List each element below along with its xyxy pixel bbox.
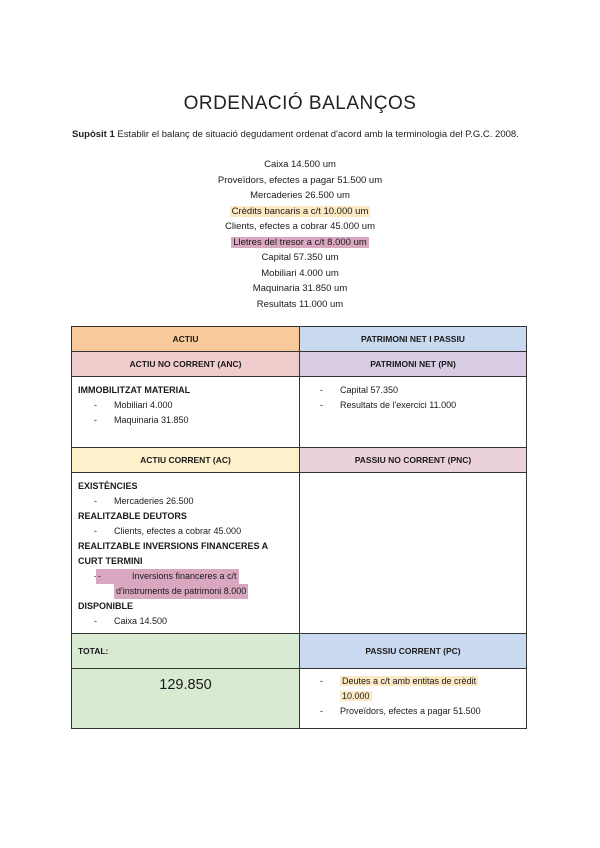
statement [72, 126, 532, 143]
immob-title: IMMOBILITZAT MATERIAL [78, 385, 191, 395]
list-item: Mercaderies 26.500 um [250, 190, 350, 201]
list-item: Maquinaria 31.850 um [252, 283, 348, 294]
list-item: Resultats 11.000 um [256, 298, 344, 310]
inversions-line2: d'instruments de patrimoni 8.000 [116, 586, 247, 596]
pc-item1-line1: Deutes a c/t amb entitas de crèdit [342, 676, 477, 686]
inversions-title: REALITZABLE INVERSIONS FINANCERES A CURT TERMINI [78, 541, 268, 566]
list-item: - Mobiliari 4.000 [78, 398, 293, 413]
list-item: Clients, efectes a cobrar 45.000 um [225, 221, 375, 232]
balance-table [71, 326, 527, 729]
statement-text: Establir el balanç de situació degudament ordenat d'acord amb la terminologia del P.G.C. 2008. [114, 129, 519, 140]
pc-header: PASSIU CORRENT (PC) [300, 634, 527, 669]
ac-cell [72, 473, 300, 634]
pn-cell [300, 377, 527, 448]
list-item: - Capital 57.350 [306, 383, 520, 398]
list-item: - - Inversions financeres a c/t d'instruments de patrimoni 8.000 [78, 569, 293, 599]
list-item: Caixa 14.500 um [264, 159, 336, 170]
inversions-line1: Inversions financeres a c/t [132, 571, 237, 581]
actiu-header: ACTIU [72, 327, 300, 352]
pn-header: PATRIMONI NET (PN) [300, 352, 527, 377]
list-item: - Maquinaria 31.850 [78, 413, 293, 428]
total-cell [72, 669, 300, 729]
anc-cell [72, 377, 300, 448]
list-item: - Resultats de l'exercici 11.000 [306, 398, 520, 413]
list-item: Capital 57.350 um [261, 252, 339, 263]
list-item [306, 674, 520, 704]
anc-header: ACTIU NO CORRENT (ANC) [72, 352, 300, 377]
list-item: Lletres del tresor a c/t 8.000 um [233, 236, 367, 248]
pnc-header: PASSIU NO CORRENT (PNC) [300, 448, 527, 473]
list-item: Crèdits bancaris a c/t 10.000 um [231, 205, 369, 217]
pnc-cell [300, 473, 527, 634]
ac-header: ACTIU CORRENT (AC) [72, 448, 300, 473]
total-label: TOTAL: [72, 634, 300, 669]
items-list [0, 157, 600, 312]
list-item: - Mercaderies 26.500 [78, 494, 293, 509]
list-item: Proveïdors, efectes a pagar 51.500 um [217, 174, 383, 186]
pc-item1-line2: 10.000 [342, 691, 370, 701]
list-item: Mobiliari 4.000 um [261, 267, 339, 279]
deutors-title: REALITZABLE DEUTORS [78, 511, 187, 521]
disponible-title: DISPONIBLE [78, 601, 134, 611]
list-item: - Clients, efectes a cobrar 45.000 [78, 524, 293, 539]
total-value: 129.850 [159, 677, 212, 693]
document-title: ORDENACIÓ BALANÇOS [183, 93, 417, 114]
list-item: - Caixa 14.500 [78, 614, 293, 629]
existencies-title: EXISTÈNCIES [78, 481, 138, 491]
pn-passiu-header: PATRIMONI NET I PASSIU [300, 327, 527, 352]
statement-label: Supòsit 1 [72, 129, 115, 140]
pc-cell [300, 669, 527, 729]
list-item: - Proveïdors, efectes a pagar 51.500 [306, 704, 520, 719]
